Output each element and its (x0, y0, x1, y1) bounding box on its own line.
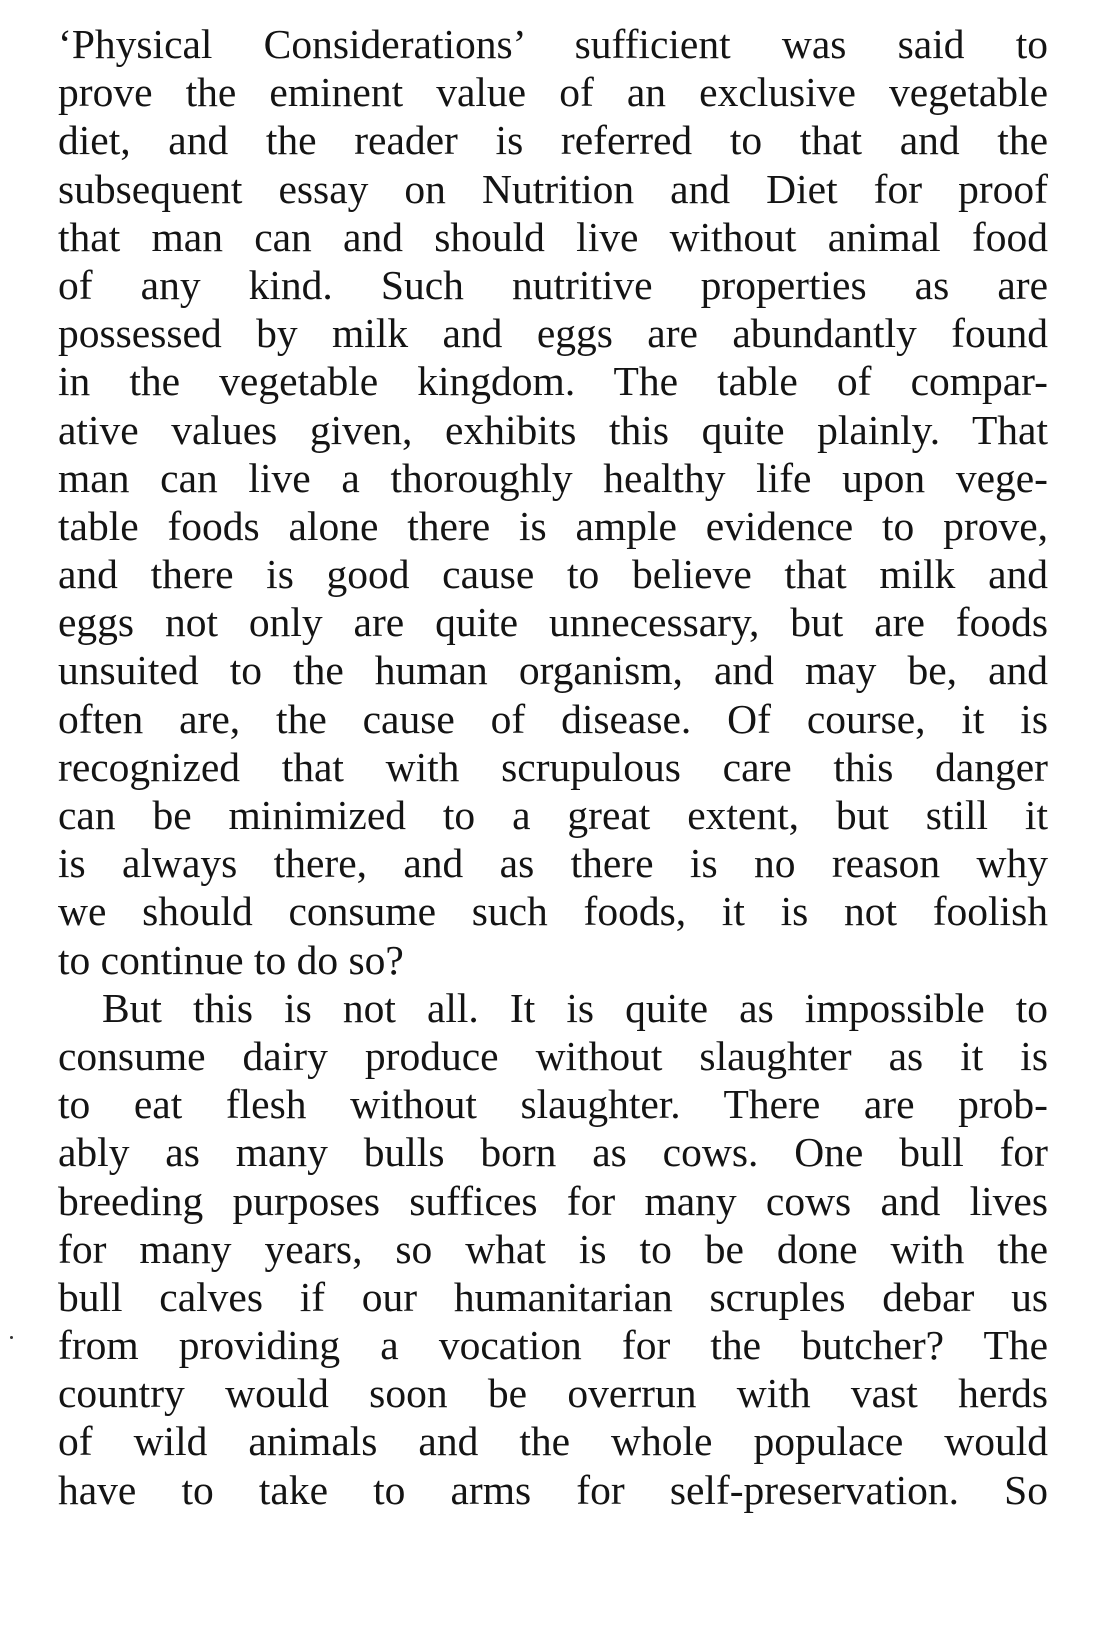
text-line: bull calves if our humanitarian scruples debar us (58, 1273, 1048, 1320)
text-line: consume dairy produce without slaughter as it is (58, 1032, 1048, 1079)
text-line: can be minimized to a great extent, but still it (58, 792, 1048, 838)
text-line: we should consume such foods, it is not foolish (58, 888, 1048, 935)
paragraph-2 (58, 984, 1048, 1514)
text-line: ative values given, exhibits this quite plainly. That (58, 406, 1048, 453)
text-line: possessed by milk and eggs are abundantly found (58, 310, 1048, 357)
text-line: and there is good cause to believe that milk and (58, 551, 1048, 598)
paragraph-1 (58, 20, 1048, 984)
text-line: table foods alone there is ample evidence to prove, (58, 502, 1048, 549)
text-line: in the vegetable kingdom. The table of compar- (58, 358, 1048, 405)
text-line: often are, the cause of disease. Of course, it is (58, 695, 1048, 742)
text-line: subsequent essay on Nutrition and Diet for proof (58, 165, 1048, 212)
text-line: ably as many bulls born as cows. One bull for (58, 1129, 1048, 1176)
text-line: breeding purposes suffices for many cows and lives (58, 1177, 1048, 1224)
text-line: to continue to do so? (58, 936, 404, 983)
text-line: diet, and the reader is referred to that and the (58, 117, 1048, 164)
text-line: eggs not only are quite unnecessary, but are foods (58, 599, 1048, 646)
text-line: have to take to arms for self-preservation. So (58, 1466, 1048, 1513)
text-line: of any kind. Such nutritive properties as are (58, 261, 1048, 308)
text-line: man can live a thoroughly healthy life upon vege- (58, 454, 1048, 501)
text-line: is always there, and as there is no reason why (58, 840, 1048, 887)
text-line: for many years, so what is to be done with the (58, 1225, 1048, 1272)
text-line: recognized that with scrupulous care this danger (58, 743, 1048, 790)
text-line: from providing a vocation for the butcher? The (58, 1322, 1048, 1369)
text-line: prove the eminent value of an exclusive vegetable (58, 69, 1048, 116)
text-line: that man can and should live without animal food (58, 213, 1048, 260)
body-text (58, 20, 1048, 1514)
text-line: ‘Physical Considerations’ sufficient was said to (58, 21, 1048, 67)
text-line: to eat flesh without slaughter. There are prob- (58, 1081, 1048, 1128)
text-line: unsuited to the human organism, and may be, and (58, 647, 1048, 694)
text-line: But this is not all. It is quite as impossible to (102, 984, 1048, 1031)
scan-speck (10, 1336, 13, 1339)
text-line: country would soon be overrun with vast herds (58, 1370, 1048, 1417)
text-line: of wild animals and the whole populace would (58, 1418, 1048, 1465)
